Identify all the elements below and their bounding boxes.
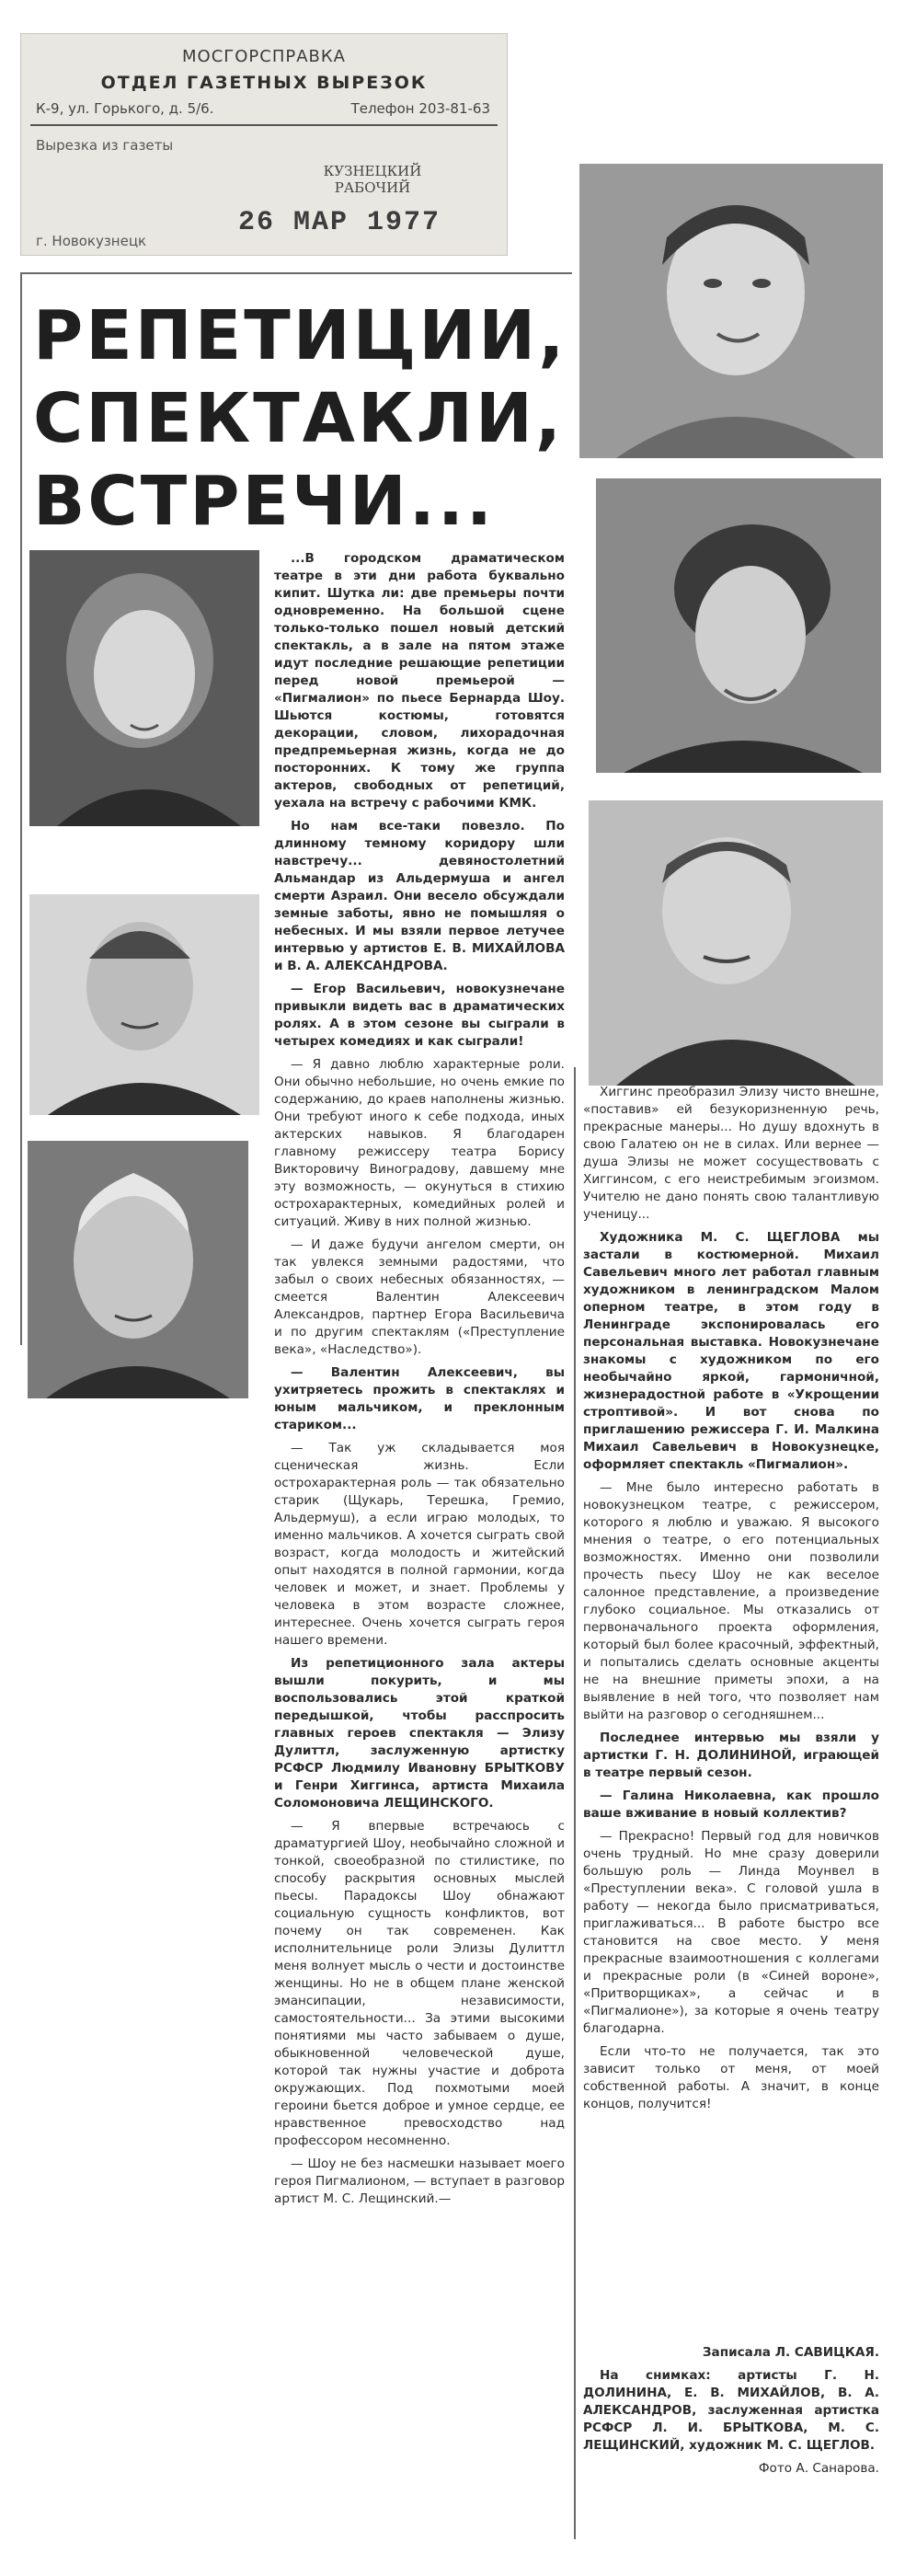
article-top-rule <box>20 272 572 274</box>
photo-mikhailov <box>29 894 259 1115</box>
paragraph: — Галина Николаевна, как прошло ваше вживание в новый коллектив? <box>583 1788 879 1821</box>
paragraph: — Так уж складывается моя сценическая жизнь. Если острохарактерная роль — так обязательно старик (Щукарь, Терешка, Гремио, Альдермуш), а если играю молодых, то именно мальчиков. А хочется сыграть свой возраст, когда молодость и житейский опыт находятся в полной гармонии, когда человек и может, и знает. Проблемы у человека в этом возрасте сложнее, интереснее. Очень хочется сыграть героя нашего времени. <box>274 1441 565 1648</box>
paragraph: Если что-то не получается, так это зависит только от меня, от моей собственной работы. А значит, в конце концов, получится! <box>583 2044 879 2111</box>
paragraph: Но нам все-таки повезло. По длинному темному коридору шли навстречу... девяностолетний Альмандар из Альдермуша и ангел смерти Азраил. Они весело обсуждали земные заботы, явно не помышляя о небесных. И мы взяли первое летучее интервью у артистов Е. В. МИХАЙЛОВА и В. А. АЛЕКСАНДРОВА. <box>274 819 565 973</box>
article-column-2 <box>583 1084 879 2335</box>
paragraph: ...В городском драматическом театре в эти дни работа буквально кипит. Шутка ли: две премьеры почти одновременно. На большой сцене только-только пошел новый детский спектакль, а в зале на пятом этаже идут последние решающие репетиции перед новой премьерой — «Пигмалион» по пьесе Бернарда Шоу. Шьются костюмы, готовятся декорации, словом, лихорадочная предпремьерная жизнь, когда не до посторонних. К тому же группа актеров, свободных от репетиций, уехала на встречу с рабочими КМК. <box>274 551 565 811</box>
paragraph: — Шоу не без насмешки называет моего героя Пигмалионом, — вступает в разговор артист М. С. Лещинский.— <box>274 2156 565 2206</box>
slip-from-label: Вырезка из газеты <box>36 137 174 154</box>
paragraph: — Егор Васильевич, новокузнечане привыкли видеть вас в драматических ролях. А в этом сезоне вы сыграли в четырех комедиях и как сыграли! <box>274 982 565 1049</box>
paragraph: Художника М. С. ЩЕГЛОВА мы застали в костюмерной. Михаил Савельевич много лет работал главным художником в ленинградском Малом оперном театре, в этом году в Ленинграде экспонировалась его персональная выставка. Новокузнечане знакомы с художником по его необычайно яркой, гармоничной, жизнерадостной работе в «Укрощении строптивой». И вот снова по приглашению режиссера Г. И. Малкина Михаил Савельевич в Новокузнецке, оформляет спектакль «Пигмалион». <box>583 1230 879 1472</box>
slip-address: К-9, ул. Горького, д. 5/6. <box>36 100 214 117</box>
photo-dolinina <box>579 164 883 458</box>
paragraph: Хиггинс преобразил Элизу чисто внешне, «поставив» ей безукоризненную речь, прекрасные манеры... Но душу вдохнуть в свою Галатею он не в силах. Или вернее — душа Элизы не может сосуществовать с Хиггинсом, с его неистребимым эгоизмом. Учителю не дано понять свою талантливую ученицу... <box>583 1085 879 1222</box>
paragraph: — Прекрасно! Первый год для новичков очень трудный. Но мне сразу доверили большую роль — Линда Моунвел в «Преступлении века». С головой ушла в работу — некогда было присматриваться, приглаживаться... В работе быстро все становится на свое место. У меня прекрасные взаимоотношения с коллегами и прекрасные роли (в «Синей вороне», «Притворщиках», а сейчас и в «Пигмалионе»), за которые я очень театру благодарна. <box>583 1829 879 2036</box>
recorded-by: Записала Л. САВИЦКАЯ. <box>702 2345 879 2360</box>
paragraph: — Валентин Алексеевич, вы ухитряетесь прожить в спектаклях и юным мальчиком, и преклонным стариком... <box>274 1365 565 1432</box>
paragraph: — Я впервые встречаюсь с драматургией Шоу, необычайно сложной и тонкой, своеобразной по стилистике, по способу раскрытия основных мыслей пьесы. Парадоксы Шоу обнажают социальную сущность конфликтов, вот почему он так современен. Как исполнительнице роли Элизы Дулиттл меня волнует мысль о чести и достоинстве женщины. Но не в общем плане женской эмансипации, независимости, самостоятельности... За этими высокими понятиями мы часто забываем о душе, обыкновенной человеческой душе, которой так нужны участие и доброта окружающих. Под похмотыми моей героини бьется доброе и умное сердце, ее нравственное превосходство над профессором несомненно. <box>274 1819 565 2148</box>
paragraph: — И даже будучи ангелом смерти, он так увлекся земными радостями, что забыл о своих небесных обязанностях, — смеется Валентин Алексеевич Александров, партнер Егора Васильевича и по другим спектаклям («Преступление века», «Наследство»). <box>274 1237 565 1357</box>
paragraph: — Я давно люблю характерные роли. Они обычно небольшие, но очень емкие по содержанию, до краев наполнены жизнью. Они требуют иного к себе подхода, иных актерских навыков. Я благодарен главному режиссеру театра Борису Викторовичу Виноградову, давшему мне эту возможность, — окунуться в стихию острохарактерных, комедийных ролей и ситуаций. Живу в них полной жизнью. <box>274 1057 565 1229</box>
newspaper-name-line1: КУЗНЕЦКИЙ <box>323 163 422 179</box>
article-left-rule <box>20 272 22 1345</box>
clipping-slip <box>20 33 508 256</box>
headline-line3: ВСТРЕЧИ... <box>33 462 496 541</box>
date-stamp: 26 МАР 1977 <box>238 207 441 238</box>
column-divider <box>574 1067 576 2539</box>
slip-city: г. Новокузнецк <box>36 233 147 249</box>
photo-credit: Фото А. Санарова. <box>758 2461 879 2476</box>
photo-shcheglov <box>28 1141 248 1398</box>
newspaper-name-line2: РАБОЧИЙ <box>334 179 411 196</box>
headline-line2: СПЕКТАКЛИ, <box>33 379 565 458</box>
headline-line1: РЕПЕТИЦИИ, <box>33 296 567 375</box>
photo-leshchinsky <box>589 800 883 1086</box>
slip-org: МОСГОРСПРАВКА <box>182 47 346 66</box>
article-headline <box>33 294 585 543</box>
slip-phone: Телефон 203-81-63 <box>350 100 490 117</box>
paragraph: — Мне было интересно работать в новокузнецком театре, с режиссером, которого я люблю и уважаю. Я высокого мнения о театре, о его потенциальных возможностях. Именно они позволили прочесть пьесу Шоу не как веселое салонное представление, а произведение глубоко социальное. Мы отказались от первоначального проекта оформления, который был более красочный, эффектный, и попытались сделать основные акценты не на внешние приметы эпохи, а на выявление в ней того, что позволяет нам выйти на разговор о сегодняшнем... <box>583 1480 879 1722</box>
photo-young-actress <box>29 550 259 826</box>
slip-newspaper-name <box>281 163 464 196</box>
slip-divider <box>30 124 498 126</box>
photo-brytkova <box>596 478 881 773</box>
paragraph: Последнее интервью мы взяли у артистки Г. Н. ДОЛИНИНОЙ, играющей в театре первый сезон. <box>583 1731 879 1780</box>
article-credits <box>583 2344 879 2547</box>
paragraph: Из репетиционного зала актеры вышли покурить, и мы воспользовались этой краткой передышкой, чтобы расспросить главных героев спектакля — Элизу Дулиттл, заслуженную артистку РСФСР Людмилу Ивановну БРЫТКОВУ и Генри Хиггинса, артиста Михаила Соломоновича ЛЕЩИНСКОГО. <box>274 1656 565 1811</box>
photo-captions: На снимках: артисты Г. Н. ДОЛИНИНА, Е. В. МИХАЙЛОВ, В. А. АЛЕКСАНДРОВ, заслуженная артистка РСФСР Л. И. БРЫТКОВА, М. С. ЛЕЩИНСКИЙ, художник М. С. ЩЕГЛОВ. <box>583 2368 879 2453</box>
article-column-1 <box>274 550 565 2528</box>
slip-dept: ОТДЕЛ ГАЗЕТНЫХ ВЫРЕЗОК <box>100 73 428 93</box>
